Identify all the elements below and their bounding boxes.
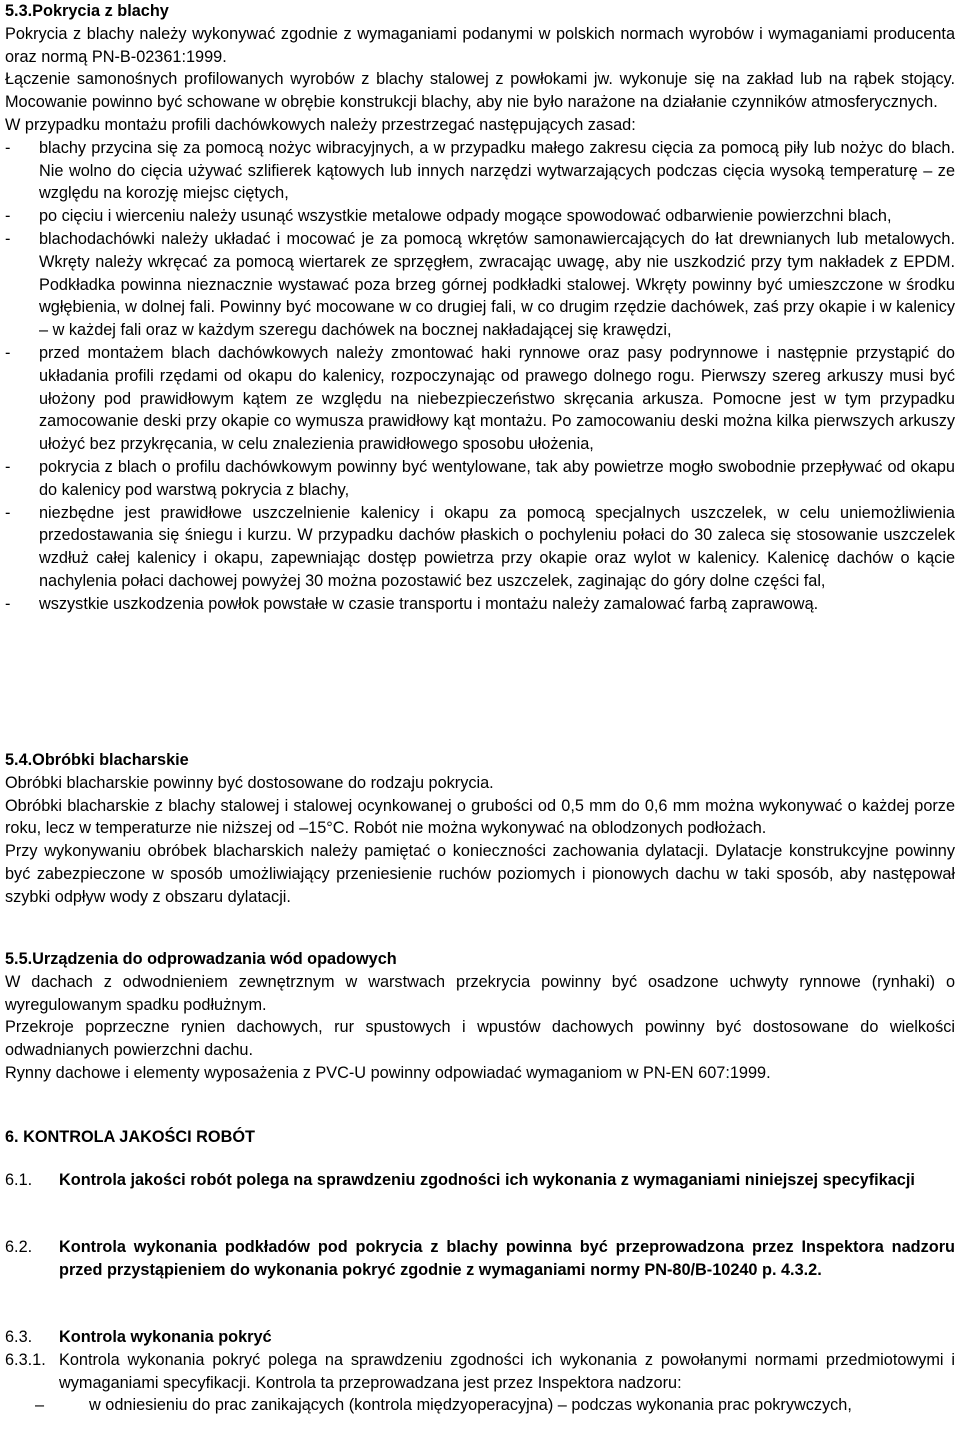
section-5-5 (5, 948, 955, 1085)
section-6-heading (5, 1126, 955, 1149)
item-number: 6.3. (5, 1328, 33, 1346)
section-heading (5, 0, 955, 23)
list-item (5, 205, 955, 228)
paragraph: Łączenie samonośnych profilowanych wyrobów z blachy stalowej z powłokami jw. wykonuje się na zakład lub na rąbek stojący. Mocowanie powinno być schowane w obrębie konstrukcji blachy, aby nie było narażone na działanie czynników atmosferycznych. (5, 70, 955, 112)
chapter-title: 6. KONTROLA JAKOŚCI ROBÓT (5, 1128, 255, 1146)
list-item-text: przed montażem blach dachówkowych należy zmontować haki rynnowe oraz pasy podrynnowe i następnie przystąpić do układania profili rzędami od okapu do kalenicy, rozpoczynając od prawego dolnego rogu. Pierwszy szereg arkuszy musi być ułożony pod prawidłowym kątem ze względu na niebezpieczeństwo skręcania arkusza. Pomocne jest w tym przypadku zamocowanie deski przy okapie co wymusza prawidłowy kąt montażu. Po zamocowaniu deski można kilka pierwszych arkuszy ułożyć bez przykręcania, w celu znalezienia prawidłowego sposobu ułożenia, (39, 343, 955, 454)
section-heading (5, 749, 955, 772)
item-6-2 (5, 1236, 955, 1282)
section-heading (5, 948, 955, 971)
paragraph: Pokrycia z blachy należy wykonywać zgodnie z wymaganiami podanymi w polskich normach wyrobów i wymaganiami producenta oraz normą PN-B-02361:1999. (5, 24, 955, 66)
item-6-3-1 (5, 1349, 955, 1395)
list-dash: - (5, 343, 11, 362)
section-number: 5.5. (5, 950, 33, 968)
item-text: Kontrola wykonania podkładów pod pokrycia z blachy powinna być przeprowadzona przez Inspektora nadzoru przed przystąpieniem do wykonania pokryć zgodnie z wymaganiami normy PN-80/B-10240 p. 4.3.2. (59, 1238, 955, 1279)
section-5-4 (5, 749, 955, 909)
list-dash: - (5, 503, 11, 522)
paragraph: Obróbki blacharskie powinny być dostosowane do rodzaju pokrycia. (5, 773, 494, 792)
paragraph: Obróbki blacharskie z blachy stalowej i stalowej ocynkowanej o grubości od 0,5 mm do 0,6 mm można wykonywać o każdej porze roku, lecz w temperaturze nie niższej od –15°C. Robót nie można wykonywać na oblodzonych podłożach. (5, 796, 955, 838)
paragraph: W dachach z odwodnieniem zewnętrznym w warstwach przekrycia powinny być osadzone uchwyty rynnowe (rynhaki) o wyregulowanym spadku podłużnym. (5, 972, 955, 1014)
item-text: Kontrola jakości robót polega na sprawdzeniu zgodności ich wykonania z wymaganiami niniejszej specyfikacji (59, 1171, 915, 1189)
section-5-3 (5, 0, 955, 616)
list-item (5, 593, 955, 616)
list-dash: - (5, 207, 11, 226)
list-item-text: blachodachówki należy układać i mocować je za pomocą wkrętów samonawiercających do łat drewnianych lub metalowych. Wkręty należy wkręcać za pomocą wiertarek ze sprzęgłem, zwracając uwagę, aby nie uszkodzić przy tym nakładek z EPDM. Podkładka powinna nieznacznie wystawać poza brzeg górnej podkładki stalowej. Wkręty powinny być umieszczone w środku wgłębienia, w dolnej fali. Powinny być mocowane w co drugiej fali, w co drugim rzędzie dachówek, zaś przy okapie i w kalenicy – w każdej fali oraz w każdym szeregu dachówek na bocznej nakładającej się krawędzi, (39, 229, 955, 340)
list-dash: - (5, 229, 11, 248)
list-item-text: po cięciu i wierceniu należy usunąć wszystkie metalowe odpady mogące spowodować odbarwienie powierzchni blach, (39, 207, 892, 226)
list-dash: - (5, 594, 11, 613)
list-item-text: pokrycia z blach o profilu dachówkowym powinny być wentylowane, tak aby powietrze mogło swobodnie przepływać od okapu do kalenicy pod warstwą pokrycia z blachy, (39, 457, 955, 499)
item-number: 6.2. (5, 1238, 33, 1256)
item-number: 6.1. (5, 1171, 33, 1189)
list-item (5, 228, 955, 342)
list-item (5, 502, 955, 593)
list-item (5, 1394, 955, 1417)
item-6-1 (5, 1169, 955, 1192)
list-dash: – (35, 1396, 45, 1415)
list-item-text: w odniesieniu do prac zanikających (kontrola międzyoperacyjna) – podczas wykonania prac pokrywczych, (89, 1396, 852, 1415)
item-text: Kontrola wykonania pokryć (59, 1328, 272, 1346)
item-number: 6.3.1. (5, 1350, 46, 1369)
list-dash: - (5, 457, 11, 476)
list-item-text: wszystkie uszkodzenia powłok powstałe w czasie transportu i montażu należy zamalować farbą zaprawową. (39, 594, 819, 613)
section-number: 5.3. (5, 2, 33, 20)
section-number: 5.4. (5, 751, 33, 769)
list-item (5, 342, 955, 456)
paragraph: Rynny dachowe i elementy wyposażenia z PVC-U powinny odpowiadać wymaganiom w PN-EN 607:1999. (5, 1063, 771, 1082)
paragraph: W przypadku montażu profili dachówkowych należy przestrzegać następujących zasad: (5, 115, 636, 134)
list-item (5, 137, 955, 205)
list-item-text: blachy przycina się za pomocą nożyc wibracyjnych, a w przypadku małego zakresu cięcia za pomocą piły lub nożyc do blach. Nie wolno do cięcia używać szlifierek kątowych lub innych narzędzi wytwarzających podczas cięcia wysoką temperaturę – ze względu na korozję miejsc ciętych, (39, 138, 955, 203)
section-title: Pokrycia z blachy (32, 2, 169, 20)
list-item-text: niezbędne jest prawidłowe uszczelnienie kalenicy i okapu za pomocą specjalnych uszczelek, w celu uniemożliwienia przedostawania się śniegu i kurzu. W przypadku dachów płaskich o pochyleniu połaci do 30 zaleca się stosowanie uszczelek wzdłuż całej kalenicy i okapu, zapewniając dostęp powietrza przy okapie oraz wylot w kalenicy. Kalenicę dachów o kącie nachylenia połaci dachowej powyżej 30 można pozostawić bez uszczelek, zaginając do góry dolne części fal, (39, 503, 955, 590)
list-dash: - (5, 138, 11, 157)
section-title: Obróbki blacharskie (32, 751, 189, 769)
item-text: Kontrola wykonania pokryć polega na sprawdzeniu zgodności ich wykonania z powołanymi normami przedmiotowymi i wymaganiami specyfikacji. Kontrola ta przeprowadzana jest przez Inspektora nadzoru: (59, 1350, 955, 1392)
paragraph: Przy wykonywaniu obróbek blacharskich należy pamiętać o konieczności zachowania dylatacji. Dylatacje konstrukcyjne powinny być zabezpieczone w sposób umożliwiający przeniesienie ruchów poziomych i pionowych dachu w taki sposób, aby następował szybki odpływ wody z obszaru dylatacji. (5, 842, 955, 906)
list-item (5, 456, 955, 502)
section-title: Urządzenia do odprowadzania wód opadowych (32, 950, 397, 968)
item-6-3 (5, 1326, 955, 1417)
paragraph: Przekroje poprzeczne rynien dachowych, rur spustowych i wpustów dachowych powinny być dostosowane do wielkości odwadnianych powierzchni dachu. (5, 1018, 955, 1060)
